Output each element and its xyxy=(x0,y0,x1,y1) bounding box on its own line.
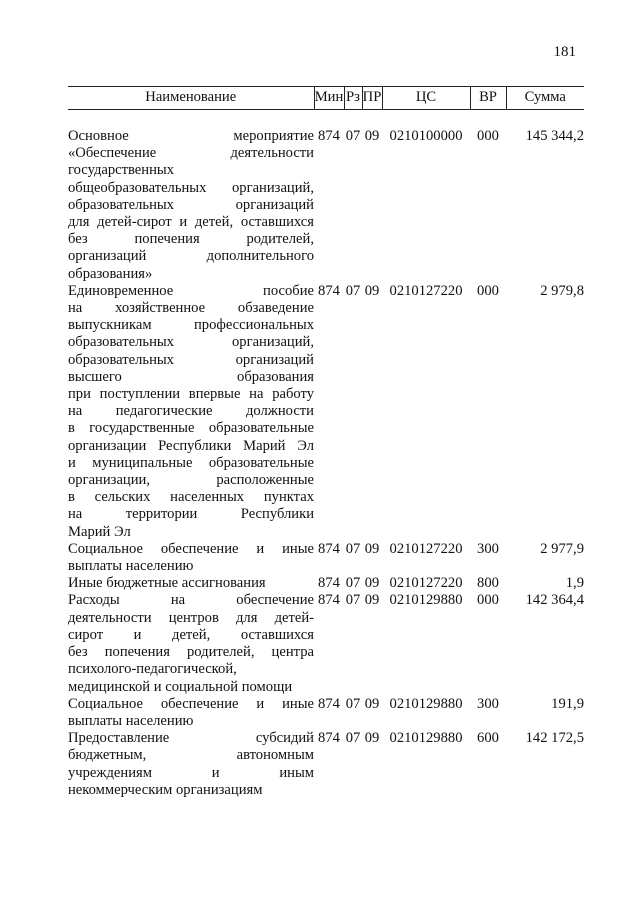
table-row xyxy=(68,696,584,730)
row-name-line: высшего образования xyxy=(68,368,314,385)
row-name-line: на хозяйственное обзаведение xyxy=(68,300,314,317)
row-name-line: государственных xyxy=(68,162,175,179)
row-name-line: Социальное обеспечение и иные xyxy=(68,540,314,557)
row-pr-cell: 09 xyxy=(364,128,380,144)
row-name-line: выплаты населению xyxy=(68,558,194,575)
row-sum-cell: 2 977,9 xyxy=(540,540,584,557)
row-vr-cell: 600 xyxy=(477,730,499,747)
row-name-line: Марий Эл xyxy=(68,523,131,540)
row-name-line: в сельских населенных пунктах xyxy=(68,489,314,506)
page-number: 181 xyxy=(553,44,576,60)
row-name-line: бюджетным, автономным xyxy=(68,747,314,764)
row-name-line: без попечения родителей, xyxy=(68,231,314,248)
row-sum-cell: 1,9 xyxy=(565,575,584,592)
row-name-line: Расходы на обеспечение xyxy=(68,592,314,609)
row-cs-cell: 0210127220 xyxy=(389,575,463,592)
row-min-cell: 874 xyxy=(318,128,340,144)
row-rz-cell: 07 xyxy=(345,282,361,299)
row-name-line: общеобразовательных организаций, xyxy=(68,179,314,196)
row-name-line: образовательных организаций, xyxy=(68,334,314,351)
row-name-line: учреждениям и иным xyxy=(68,764,314,781)
row-sum-cell: 145 344,2 xyxy=(525,128,584,144)
row-name-cell xyxy=(68,283,314,541)
row-cs-cell: 0210127220 xyxy=(389,282,463,299)
row-name-line: образовательных организаций xyxy=(68,196,314,213)
row-min-cell: 874 xyxy=(318,592,340,609)
row-vr-cell: 000 xyxy=(477,592,499,609)
row-min-cell: 874 xyxy=(318,575,340,592)
row-name-line: выплаты населению xyxy=(68,712,194,729)
table-header-row xyxy=(68,87,584,110)
row-cs-cell: 0210129880 xyxy=(389,695,463,712)
row-min-cell: 874 xyxy=(318,540,340,557)
table-row xyxy=(68,541,584,575)
row-name-line: «Обеспечение деятельности xyxy=(68,145,314,162)
row-name-line: выпускникам профессиональных xyxy=(68,317,314,334)
row-name-line: деятельности центров для детей- xyxy=(68,609,314,626)
row-rz-cell: 07 xyxy=(345,128,361,144)
table-row xyxy=(68,730,584,799)
row-cs-cell: 0210100000 xyxy=(389,128,463,144)
row-name-line: психолого-педагогической, xyxy=(68,661,237,678)
row-sum-cell: 142 364,4 xyxy=(525,592,584,609)
row-cs-cell: 0210129880 xyxy=(389,592,463,609)
table-row xyxy=(68,575,584,592)
row-name-line: организации, расположенные xyxy=(68,472,314,489)
row-vr-cell: 300 xyxy=(477,695,499,712)
row-name-line: организации Республики Марий Эл xyxy=(68,437,314,454)
row-name-line: для детей-сирот и детей, оставшихся xyxy=(68,214,314,231)
header-sum: Сумма xyxy=(506,87,584,110)
row-name-line: организаций дополнительного xyxy=(68,248,314,265)
row-rz-cell: 07 xyxy=(345,695,361,712)
row-cs-cell: 0210129880 xyxy=(389,730,463,747)
row-cs-cell: 0210127220 xyxy=(389,540,463,557)
row-sum-cell: 2 979,8 xyxy=(540,282,584,299)
row-pr-cell: 09 xyxy=(364,695,380,712)
row-name-line: без попечения родителей, центра xyxy=(68,644,314,661)
row-name-line: Основное мероприятие xyxy=(68,128,314,144)
row-name-line: сирот и детей, оставшихся xyxy=(68,626,314,643)
table-row xyxy=(68,128,584,283)
row-vr-cell: 800 xyxy=(477,575,499,592)
table-body xyxy=(68,110,584,799)
row-min-cell: 874 xyxy=(318,695,340,712)
row-name-line: на территории Республики xyxy=(68,506,314,523)
row-name-cell xyxy=(68,575,314,592)
row-name-cell xyxy=(68,541,314,575)
table-row xyxy=(68,283,584,541)
row-vr-cell: 000 xyxy=(477,282,499,299)
row-name-line: Социальное обеспечение и иные xyxy=(68,695,314,712)
row-name-cell xyxy=(68,696,314,730)
row-name-line: образования» xyxy=(68,265,153,282)
row-name-line: медицинской и социальной помощи xyxy=(68,678,293,695)
row-rz-cell: 07 xyxy=(345,592,361,609)
row-rz-cell: 07 xyxy=(345,540,361,557)
spacer-row xyxy=(68,110,584,129)
row-name-line: и муниципальные образовательные xyxy=(68,454,314,471)
row-name-line: Единовременное пособие xyxy=(68,282,314,299)
row-rz-cell: 07 xyxy=(345,575,361,592)
row-name-line: образовательных организаций xyxy=(68,351,314,368)
row-pr-cell: 09 xyxy=(364,540,380,557)
row-pr-cell: 09 xyxy=(364,730,380,747)
table-row xyxy=(68,592,584,695)
row-name-line: Иные бюджетные ассигнования xyxy=(68,575,266,592)
row-name-line: Предоставление субсидий xyxy=(68,730,314,747)
row-sum-cell: 142 172,5 xyxy=(525,730,584,747)
header-pr: ПР xyxy=(362,87,382,110)
row-name-cell xyxy=(68,592,314,695)
row-name-line: на педагогические должности xyxy=(68,403,314,420)
row-name-line: при поступлении впервые на работу xyxy=(68,386,314,403)
header-cs: ЦС xyxy=(382,87,470,110)
header-name: Наименование xyxy=(68,87,314,110)
row-vr-cell: 300 xyxy=(477,540,499,557)
row-pr-cell: 09 xyxy=(364,282,380,299)
row-name-line: некоммерческим организациям xyxy=(68,781,263,798)
budget-table xyxy=(68,86,584,799)
row-pr-cell: 09 xyxy=(364,592,380,609)
row-min-cell: 874 xyxy=(318,730,340,747)
header-vr: ВР xyxy=(470,87,506,110)
row-name-cell xyxy=(68,128,314,283)
row-name-cell xyxy=(68,730,314,799)
row-min-cell: 874 xyxy=(318,282,340,299)
row-sum-cell: 191,9 xyxy=(551,695,584,712)
row-pr-cell: 09 xyxy=(364,575,380,592)
row-name-line: в государственные образовательные xyxy=(68,420,314,437)
row-vr-cell: 000 xyxy=(477,128,499,144)
header-min: Мин xyxy=(314,87,344,110)
header-rz: Рз xyxy=(344,87,362,110)
row-rz-cell: 07 xyxy=(345,730,361,747)
